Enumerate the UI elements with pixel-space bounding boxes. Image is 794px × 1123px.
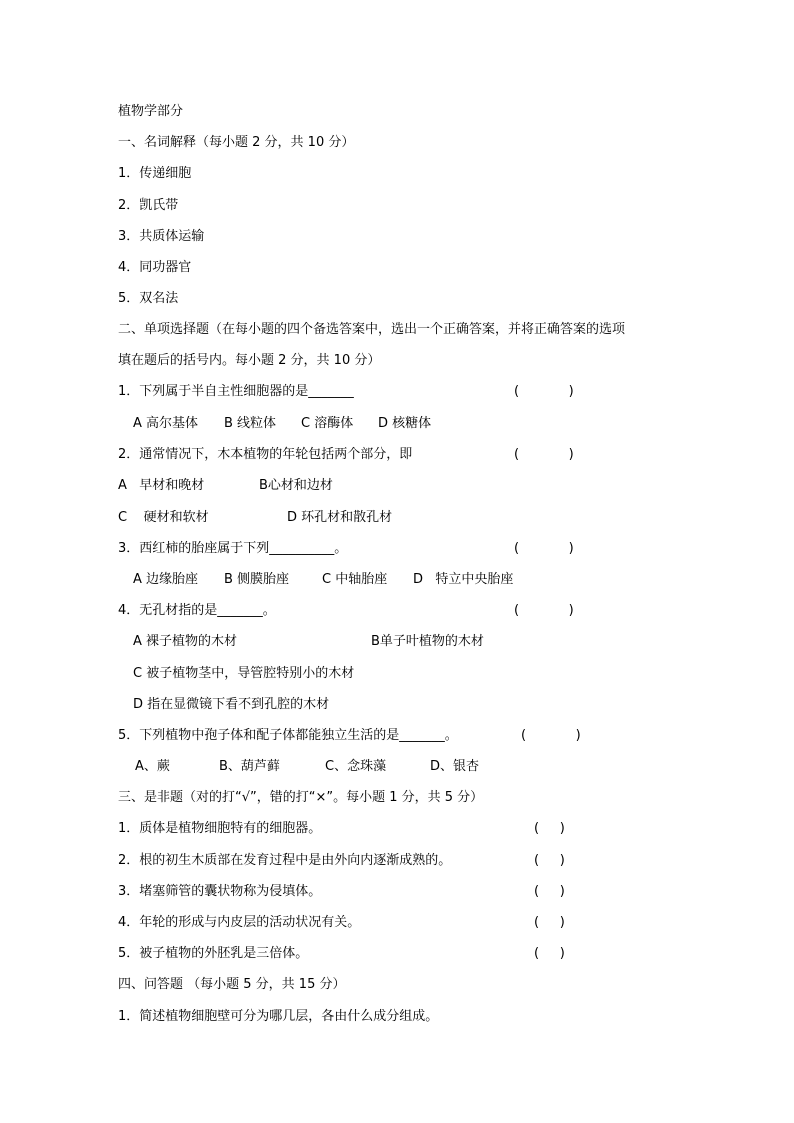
question-stem xyxy=(118,603,276,619)
term-item: 4．同功器官 xyxy=(118,260,192,275)
option-c: C、念珠藻 xyxy=(325,759,387,774)
answer-parentheses: ( ) xyxy=(521,728,581,743)
answer-blank: _______ xyxy=(399,728,445,743)
true-false-item: 2．根的初生木质部在发育过程中是由外向内逐渐成熟的。 xyxy=(118,853,452,868)
essay-question: 1．简述植物细胞壁可分为哪几层，各由什么成分组成。 xyxy=(118,1009,439,1024)
answer-blank: __________ xyxy=(269,541,335,556)
stem-end: 。 xyxy=(262,603,276,618)
option-c: C 中轴胎座 xyxy=(322,572,388,587)
question-stem xyxy=(118,384,354,400)
answer-parentheses: ( ) xyxy=(534,946,565,961)
option-d: D 核糖体 xyxy=(378,416,432,431)
answer-parentheses: ( ) xyxy=(514,541,574,556)
option-b: B 线粒体 xyxy=(224,416,277,431)
stem-text: 1．下列属于半自主性细胞器的是 xyxy=(118,384,309,399)
term-item: 1．传递细胞 xyxy=(118,166,192,181)
option-d: D、银杏 xyxy=(430,759,480,774)
option-d: D 指在显微镜下看不到孔腔的木材 xyxy=(133,697,330,712)
option-c: C 硬材和软材 xyxy=(118,510,209,525)
option-a: A 边缘胎座 xyxy=(133,572,199,587)
option-c: C 被子植物茎中，导管腔特别小的木材 xyxy=(133,666,355,681)
stem-text: 4．无孔材指的是 xyxy=(118,603,218,618)
question-stem xyxy=(118,728,458,744)
option-d: D 环孔材和散孔材 xyxy=(287,510,393,525)
option-a: A 早材和晚材 xyxy=(118,478,205,493)
answer-parentheses: ( ) xyxy=(534,821,565,836)
section-2-heading: 二、单项选择题（在每小题的四个备选答案中，选出一个正确答案，并将正确答案的选项 xyxy=(118,322,626,337)
answer-parentheses: ( ) xyxy=(514,447,574,462)
true-false-item: 1．质体是植物细胞特有的细胞器。 xyxy=(118,821,322,836)
option-c: C 溶酶体 xyxy=(301,416,354,431)
option-a: A 裸子植物的木材 xyxy=(133,634,238,649)
true-false-item: 3．堵塞筛管的囊状物称为侵填体。 xyxy=(118,884,322,899)
answer-parentheses: ( ) xyxy=(534,884,565,899)
question-stem xyxy=(118,541,347,557)
section-3-heading: 三、是非题（对的打“√”，错的打“×”。每小题 1 分，共 5 分） xyxy=(118,790,484,805)
option-d: D 特立中央胎座 xyxy=(413,572,514,587)
section-1-heading: 一、名词解释（每小题 2 分，共 10 分） xyxy=(118,135,355,150)
answer-parentheses: ( ) xyxy=(534,915,565,930)
term-item: 2．凯氏带 xyxy=(118,198,179,213)
answer-blank: _______ xyxy=(217,603,263,618)
stem-end: 。 xyxy=(444,728,458,743)
question-stem: 2．通常情况下，木本植物的年轮包括两个部分，即 xyxy=(118,447,413,462)
answer-blank: _______ xyxy=(308,384,354,399)
term-item: 5．双名法 xyxy=(118,291,179,306)
section-title: 植物学部分 xyxy=(118,104,184,119)
stem-end: 。 xyxy=(334,541,348,556)
stem-text: 3．西红柿的胎座属于下列 xyxy=(118,541,270,556)
option-b: B、葫芦藓 xyxy=(219,759,280,774)
option-b: B单子叶植物的木材 xyxy=(371,634,484,649)
stem-text: 5．下列植物中孢子体和配子体都能独立生活的是 xyxy=(118,728,400,743)
answer-parentheses: ( ) xyxy=(534,853,565,868)
answer-parentheses: ( ) xyxy=(514,384,574,399)
section-2-heading-cont: 填在题后的括号内。每小题 2 分，共 10 分） xyxy=(118,353,381,368)
answer-parentheses: ( ) xyxy=(514,603,574,618)
section-4-heading: 四、问答题 （每小题 5 分，共 15 分） xyxy=(118,977,346,992)
option-a: A、蕨 xyxy=(135,759,170,774)
option-a: A 高尔基体 xyxy=(133,416,199,431)
true-false-item: 4．年轮的形成与内皮层的活动状况有关。 xyxy=(118,915,361,930)
option-b: B心材和边材 xyxy=(259,478,333,493)
true-false-item: 5．被子植物的外胚乳是三倍体。 xyxy=(118,946,309,961)
term-item: 3．共质体运输 xyxy=(118,229,205,244)
option-b: B 侧膜胎座 xyxy=(224,572,290,587)
